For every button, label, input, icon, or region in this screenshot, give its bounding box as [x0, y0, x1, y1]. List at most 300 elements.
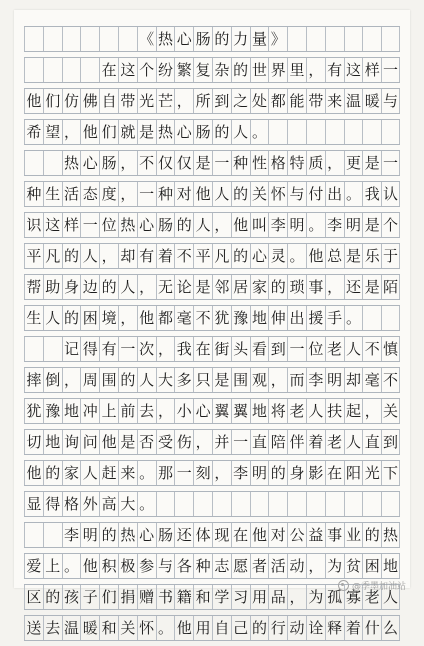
grid-cell: 在 — [231, 523, 250, 547]
grid-cell: 明 — [325, 368, 344, 392]
grid-cell: 平 — [24, 244, 43, 268]
grid-cell: 凡 — [43, 244, 62, 268]
grid-cell: 扶 — [325, 399, 344, 423]
grid-cell: 倒 — [43, 368, 62, 392]
grid-cell: 们 — [99, 585, 118, 609]
grid-cell: 温 — [344, 89, 363, 113]
grid-cell: 的 — [231, 182, 250, 206]
grid-cell: 的 — [362, 523, 381, 547]
grid-cell: 到 — [381, 430, 400, 454]
grid-cell: 人 — [80, 461, 99, 485]
grid-cell: 人 — [344, 337, 363, 361]
grid-cell: 都 — [268, 89, 287, 113]
grid-cell: ， — [212, 461, 231, 485]
grid-cell: 明 — [80, 523, 99, 547]
grid-cell: 为 — [325, 554, 344, 578]
grid-cell: 自 — [99, 89, 118, 113]
grid-cell — [325, 27, 344, 51]
grid-cell: 我 — [174, 337, 193, 361]
grid-cell: 豫 — [231, 306, 250, 330]
grid-cell: 明 — [287, 213, 306, 237]
grid-cell: 他 — [174, 616, 193, 640]
grid-cell: 着 — [156, 244, 175, 268]
grid-cell: 慎 — [381, 337, 400, 361]
grid-cell: 豫 — [43, 399, 62, 423]
grid-cell: 的 — [118, 368, 137, 392]
grid-row — [24, 491, 400, 517]
grid-cell: 是 — [344, 244, 363, 268]
grid-cell: 记 — [62, 337, 81, 361]
grid-cell: 个 — [381, 213, 400, 237]
grid-cell: 极 — [118, 554, 137, 578]
grid-cell: 热 — [118, 213, 137, 237]
grid-cell: ， — [174, 89, 193, 113]
grid-cell: 肠 — [193, 120, 212, 144]
grid-cell: 界 — [268, 58, 287, 82]
grid-cell: 边 — [80, 275, 99, 299]
grid-cell — [174, 492, 193, 516]
grid-cell: 多 — [174, 368, 193, 392]
grid-cell: 一 — [212, 151, 231, 175]
grid-cell: ， — [99, 244, 118, 268]
grid-cell: 暖 — [80, 616, 99, 640]
grid-cell: 们 — [99, 120, 118, 144]
grid-cell: 地 — [250, 306, 269, 330]
grid-cell: 贫 — [344, 554, 363, 578]
grid-cell: 自 — [212, 616, 231, 640]
grid-cell — [362, 492, 381, 516]
grid-cell: 格 — [268, 151, 287, 175]
grid-cell: 李 — [306, 368, 325, 392]
grid-cell — [344, 492, 363, 516]
grid-cell: 的 — [268, 461, 287, 485]
grid-cell: 心 — [174, 27, 193, 51]
grid-cell: 上 — [43, 554, 62, 578]
grid-cell: 不 — [381, 368, 400, 392]
grid-cell: 着 — [306, 430, 325, 454]
grid-cell — [287, 27, 306, 51]
grid-cell: 凡 — [212, 244, 231, 268]
grid-row — [24, 553, 400, 579]
grid-cell: 仿 — [62, 89, 81, 113]
grid-cell: 能 — [287, 89, 306, 113]
grid-cell — [287, 120, 306, 144]
grid-cell: 怀 — [137, 616, 156, 640]
grid-cell: 。 — [137, 492, 156, 516]
grid-cell: 老 — [287, 399, 306, 423]
grid-cell: 人 — [306, 399, 325, 423]
grid-cell: 出 — [287, 306, 306, 330]
grid-cell: 与 — [381, 89, 400, 113]
grid-cell: 仅 — [174, 151, 193, 175]
grid-cell: 望 — [43, 120, 62, 144]
grid-cell — [43, 151, 62, 175]
grid-cell: 困 — [362, 554, 381, 578]
grid-cell: 行 — [268, 616, 287, 640]
grid-row — [24, 212, 400, 238]
grid-cell: 上 — [99, 399, 118, 423]
grid-cell: 的 — [99, 523, 118, 547]
grid-cell: 犹 — [212, 306, 231, 330]
grid-cell: 者 — [250, 554, 269, 578]
grid-cell — [381, 306, 400, 330]
grid-cell — [231, 492, 250, 516]
grid-cell — [381, 120, 400, 144]
grid-cell — [344, 27, 363, 51]
grid-cell: 的 — [268, 275, 287, 299]
grid-cell: 的 — [62, 306, 81, 330]
grid-cell: 翼 — [231, 399, 250, 423]
grid-cell: 切 — [24, 430, 43, 454]
grid-cell: 这 — [118, 58, 137, 82]
grid-cell: 的 — [43, 461, 62, 485]
grid-cell: 。 — [250, 120, 269, 144]
grid-row — [24, 119, 400, 145]
grid-cell: 体 — [193, 523, 212, 547]
grid-cell: 热 — [156, 120, 175, 144]
grid-cell: 地 — [250, 399, 269, 423]
grid-cell: 直 — [250, 430, 269, 454]
grid-cell: 家 — [250, 275, 269, 299]
grid-cell — [362, 120, 381, 144]
grid-cell — [24, 337, 43, 361]
grid-cell: 子 — [80, 585, 99, 609]
grid-cell: 来 — [325, 89, 344, 113]
grid-cell: 怀 — [268, 182, 287, 206]
grid-cell: 什 — [362, 616, 381, 640]
grid-cell: 的 — [43, 585, 62, 609]
grid-cell: 区 — [24, 585, 43, 609]
grid-row — [24, 26, 400, 52]
grid-cell: 助 — [43, 275, 62, 299]
grid-cell: 诠 — [306, 616, 325, 640]
grid-cell: 有 — [325, 58, 344, 82]
grid-cell: 地 — [381, 554, 400, 578]
grid-cell — [24, 58, 43, 82]
grid-cell: 一 — [137, 182, 156, 206]
grid-cell: 去 — [43, 616, 62, 640]
grid-cell: 问 — [80, 430, 99, 454]
grid-cell — [268, 492, 287, 516]
grid-row — [24, 181, 400, 207]
grid-cell — [381, 492, 400, 516]
grid-cell: 活 — [268, 554, 287, 578]
grid-cell: 是 — [362, 275, 381, 299]
grid-cell: 性 — [250, 151, 269, 175]
grid-cell: 明 — [250, 461, 269, 485]
grid-cell: 事 — [306, 275, 325, 299]
grid-cell — [43, 27, 62, 51]
grid-cell: 得 — [43, 492, 62, 516]
grid-cell: 种 — [24, 182, 43, 206]
grid-cell: 他 — [250, 523, 269, 547]
grid-cell: ， — [193, 430, 212, 454]
grid-cell: 付 — [306, 182, 325, 206]
grid-cell: 心 — [250, 244, 269, 268]
grid-cell: 的 — [62, 244, 81, 268]
grid-cell: 受 — [156, 430, 175, 454]
grid-cell: ， — [362, 399, 381, 423]
grid-cell: 周 — [80, 368, 99, 392]
essay-sheet — [14, 10, 410, 637]
grid-cell — [325, 120, 344, 144]
grid-cell: 质 — [306, 151, 325, 175]
grid-cell: 是 — [137, 120, 156, 144]
grid-cell: 里 — [287, 58, 306, 82]
grid-cell: 心 — [174, 120, 193, 144]
grid-cell: 希 — [24, 120, 43, 144]
grid-cell: 大 — [118, 492, 137, 516]
grid-cell: ， — [287, 585, 306, 609]
grid-cell: 直 — [362, 430, 381, 454]
grid-cell: 世 — [250, 58, 269, 82]
grid-cell: ， — [62, 120, 81, 144]
grid-cell — [24, 27, 43, 51]
grid-cell — [24, 523, 43, 547]
grid-cell: 参 — [137, 554, 156, 578]
grid-cell: 他 — [24, 461, 43, 485]
grid-cell: 否 — [137, 430, 156, 454]
grid-cell: 一 — [381, 58, 400, 82]
grid-cell: 的 — [174, 213, 193, 237]
grid-cell: 小 — [174, 399, 193, 423]
grid-cell: 品 — [268, 585, 287, 609]
grid-cell: ， — [325, 275, 344, 299]
grid-cell: 各 — [174, 554, 193, 578]
grid-cell: 们 — [43, 89, 62, 113]
grid-cell: 对 — [174, 182, 193, 206]
grid-cell: 业 — [344, 523, 363, 547]
grid-cell: 的 — [250, 616, 269, 640]
grid-cell — [250, 492, 269, 516]
grid-cell: 。 — [62, 554, 81, 578]
grid-cell: 处 — [250, 89, 269, 113]
grid-cell: 只 — [193, 368, 212, 392]
grid-cell: 身 — [287, 461, 306, 485]
grid-cell: ， — [62, 368, 81, 392]
grid-cell: 这 — [344, 58, 363, 82]
grid-cell: 是 — [212, 368, 231, 392]
grid-row — [24, 57, 400, 83]
grid-cell: 用 — [250, 585, 269, 609]
grid-cell: 却 — [344, 368, 363, 392]
grid-cell: 犹 — [24, 399, 43, 423]
grid-cell: 积 — [99, 554, 118, 578]
grid-cell: 于 — [381, 244, 400, 268]
grid-cell: 伴 — [287, 430, 306, 454]
grid-cell: 释 — [325, 616, 344, 640]
watermark — [338, 579, 406, 592]
grid-cell: 心 — [137, 213, 156, 237]
grid-cell: 赠 — [137, 585, 156, 609]
grid-cell: 态 — [80, 182, 99, 206]
grid-cell: 高 — [99, 492, 118, 516]
grid-cell: 街 — [212, 337, 231, 361]
grid-cell: 围 — [231, 368, 250, 392]
grid-cell: ， — [156, 337, 175, 361]
grid-cell: 询 — [62, 430, 81, 454]
grid-cell: 己 — [231, 616, 250, 640]
grid-cell: 身 — [62, 275, 81, 299]
grid-cell: 带 — [118, 89, 137, 113]
grid-cell: 佛 — [80, 89, 99, 113]
grid-cell: 乐 — [362, 244, 381, 268]
grid-cell: ， — [118, 182, 137, 206]
grid-cell: 一 — [287, 337, 306, 361]
grid-cell: 到 — [212, 89, 231, 113]
grid-cell: 与 — [156, 554, 175, 578]
grid-cell: 生 — [24, 306, 43, 330]
grid-cell: 么 — [381, 616, 400, 640]
grid-row — [24, 88, 400, 114]
grid-cell: 和 — [193, 585, 212, 609]
grid-cell: 。 — [137, 461, 156, 485]
grid-cell: 不 — [174, 244, 193, 268]
grid-cell — [43, 58, 62, 82]
grid-cell: 所 — [193, 89, 212, 113]
grid-row — [24, 305, 400, 331]
grid-cell: 伤 — [174, 430, 193, 454]
grid-cell: 格 — [62, 492, 81, 516]
grid-cell — [62, 27, 81, 51]
grid-cell: 来 — [118, 461, 137, 485]
grid-cell: 不 — [137, 151, 156, 175]
grid-cell: 他 — [193, 182, 212, 206]
grid-cell — [43, 523, 62, 547]
grid-cell — [62, 58, 81, 82]
grid-cell: 带 — [306, 89, 325, 113]
grid-cell: ， — [118, 306, 137, 330]
watermark-text: @季墨加油站 — [351, 582, 406, 592]
grid-cell: 种 — [156, 182, 175, 206]
grid-cell: 爱 — [24, 554, 43, 578]
grid-cell: 李 — [62, 523, 81, 547]
grid-row — [24, 150, 400, 176]
grid-cell: 在 — [193, 337, 212, 361]
grid-cell: 他 — [99, 430, 118, 454]
grid-row — [24, 615, 400, 641]
grid-cell: 。 — [156, 616, 175, 640]
grid-cell: 动 — [287, 616, 306, 640]
grid-cell: 度 — [99, 182, 118, 206]
grid-cell: 到 — [268, 337, 287, 361]
grid-cell — [306, 27, 325, 51]
grid-cell: 特 — [287, 151, 306, 175]
grid-cell: 困 — [80, 306, 99, 330]
grid-cell: 芒 — [156, 89, 175, 113]
grid-cell: 李 — [325, 213, 344, 237]
grid-cell: ， — [137, 275, 156, 299]
grid-cell: 有 — [99, 337, 118, 361]
grid-cell: 益 — [306, 523, 325, 547]
grid-cell: 毫 — [362, 368, 381, 392]
grid-cell — [193, 492, 212, 516]
grid-cell: 人 — [137, 368, 156, 392]
grid-cell: 。 — [344, 182, 363, 206]
grid-cell: 一 — [231, 430, 250, 454]
grid-cell: 看 — [250, 337, 269, 361]
grid-cell: 在 — [325, 461, 344, 485]
grid-cell: 他 — [24, 89, 43, 113]
grid-cell: 肠 — [193, 27, 212, 51]
grid-cell: ， — [325, 151, 344, 175]
grid-cell — [268, 120, 287, 144]
grid-cell: 纷 — [156, 58, 175, 82]
grid-cell: 志 — [212, 554, 231, 578]
grid-cell: 的 — [231, 58, 250, 82]
grid-cell: 明 — [344, 213, 363, 237]
grid-cell — [344, 120, 363, 144]
grid-row — [24, 274, 400, 300]
grid-cell: 人 — [381, 585, 400, 609]
grid-cell: 大 — [156, 368, 175, 392]
grid-cell: 的 — [212, 27, 231, 51]
grid-cell: 肠 — [156, 523, 175, 547]
grid-cell: 陪 — [268, 430, 287, 454]
grid-cell: 李 — [268, 213, 287, 237]
grid-cell: 是 — [193, 151, 212, 175]
grid-cell: 更 — [344, 151, 363, 175]
grid-cell: 并 — [212, 430, 231, 454]
grid-cell — [43, 337, 62, 361]
grid-cell: 陌 — [381, 275, 400, 299]
grid-cell: 《 — [137, 27, 156, 51]
grid-cell: 家 — [62, 461, 81, 485]
grid-cell: 学 — [212, 585, 231, 609]
grid-cell: 现 — [212, 523, 231, 547]
grid-cell: 不 — [193, 306, 212, 330]
grid-cell: 他 — [137, 306, 156, 330]
grid-cell: 毫 — [174, 306, 193, 330]
grid-cell: 影 — [306, 461, 325, 485]
grid-cell: 识 — [24, 213, 43, 237]
grid-row — [24, 243, 400, 269]
grid-row — [24, 367, 400, 393]
grid-cell: 捐 — [118, 585, 137, 609]
grid-cell: 一 — [118, 337, 137, 361]
grid-cell: 人 — [212, 182, 231, 206]
grid-cell: 热 — [156, 27, 175, 51]
grid-cell: 籍 — [174, 585, 193, 609]
grid-cell — [306, 120, 325, 144]
grid-cell: 种 — [231, 151, 250, 175]
grid-cell: 居 — [231, 275, 250, 299]
grid-cell — [212, 492, 231, 516]
grid-cell: 关 — [381, 399, 400, 423]
grid-cell: 关 — [118, 616, 137, 640]
grid-cell: 外 — [80, 492, 99, 516]
grid-cell: 就 — [118, 120, 137, 144]
grid-cell: 事 — [325, 523, 344, 547]
grid-cell: 灵 — [268, 244, 287, 268]
grid-cell: 送 — [24, 616, 43, 640]
grid-cell: 不 — [362, 337, 381, 361]
grid-cell: 是 — [193, 275, 212, 299]
grid-cell: 下 — [381, 461, 400, 485]
grid-cell: 李 — [231, 461, 250, 485]
grid-row — [24, 398, 400, 424]
grid-cell: 复 — [193, 58, 212, 82]
grid-cell: 热 — [118, 523, 137, 547]
grid-cell: 还 — [174, 523, 193, 547]
grid-cell: 地 — [62, 399, 81, 423]
grid-cell — [156, 492, 175, 516]
grid-cell: 是 — [362, 151, 381, 175]
weibo-icon — [338, 580, 349, 591]
grid-cell: 着 — [344, 616, 363, 640]
grid-cell: 心 — [80, 151, 99, 175]
grid-cell: ， — [268, 368, 287, 392]
